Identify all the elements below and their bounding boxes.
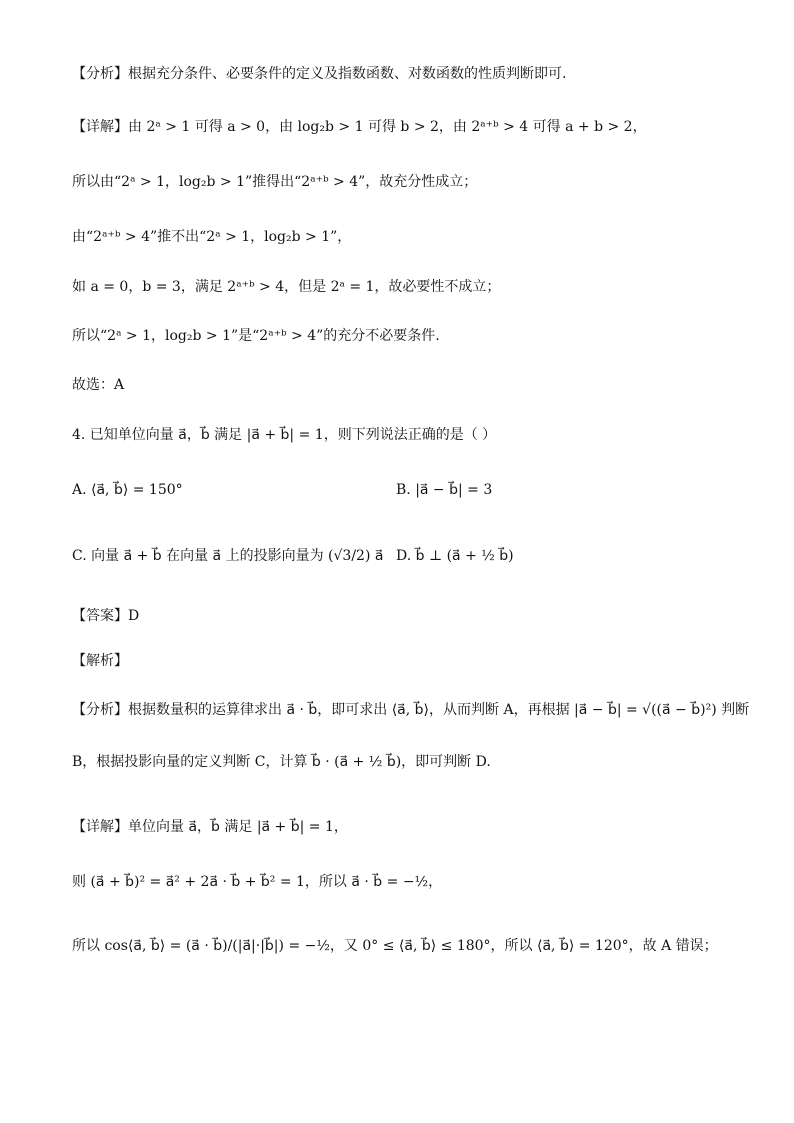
question-4: 4. 已知单位向量 a⃗，b⃗ 满足 |a⃗ + b⃗| = 1，则下列说法正确的是（ ）	[72, 427, 497, 443]
option-b: B. |a⃗ − b⃗| = 3	[396, 482, 493, 498]
analysis2-line1: 【分析】根据数量积的运算律求出 a⃗ · b⃗，即可求出 ⟨a⃗, b⃗⟩，从而判断 A，再根据 |a⃗ − b⃗| = √((a⃗ − b⃗)²) 判断	[72, 702, 750, 718]
line-detail1: 【详解】由 2ᵃ > 1 可得 a > 0，由 log₂b > 1 可得 b > 2，由 2ᵃ⁺ᵇ > 4 可得 a + b > 2，	[72, 119, 647, 135]
detail2-line3: 所以 cos⟨a⃗, b⃗⟩ = (a⃗ · b⃗)/(|a⃗|·|b⃗|) = −½，又 0° ≤ ⟨a⃗, b⃗⟩ ≤ 180°，所以 ⟨a⃗, b⃗⟩ = 120°，故 A 错误；	[72, 938, 718, 954]
detail2-line1: 【详解】单位向量 a⃗，b⃗ 满足 |a⃗ + b⃗| = 1，	[72, 819, 348, 835]
option-a: A. ⟨a⃗, b⃗⟩ = 150°	[72, 482, 183, 498]
answer-4: 【答案】D	[72, 608, 140, 624]
line-analysis1: 【分析】根据充分条件、必要条件的定义及指数函数、对数函数的性质判断即可.	[72, 66, 567, 82]
jiexi-heading: 【解析】	[72, 653, 128, 669]
line-answer3: 故选：A	[72, 377, 125, 393]
analysis2-line2: B，根据投影向量的定义判断 C，计算 b⃗ · (a⃗ + ½ b⃗)，即可判断 D.	[72, 754, 491, 770]
line-3: 所以由“2ᵃ > 1，log₂b > 1”推得出“2ᵃ⁺ᵇ > 4”，故充分性成立；	[72, 174, 478, 190]
line-4: 由“2ᵃ⁺ᵇ > 4”推不出“2ᵃ > 1，log₂b > 1”，	[72, 229, 352, 245]
line-6: 所以“2ᵃ > 1，log₂b > 1”是“2ᵃ⁺ᵇ > 4”的充分不必要条件.	[72, 328, 440, 344]
option-d: D. b⃗ ⊥ (a⃗ + ½ b⃗)	[396, 548, 514, 564]
line-5: 如 a = 0，b = 3，满足 2ᵃ⁺ᵇ > 4，但是 2ᵃ = 1，故必要性不成立；	[72, 279, 501, 295]
option-c: C. 向量 a⃗ + b⃗ 在向量 a⃗ 上的投影向量为 (√3/2) a⃗	[72, 548, 384, 564]
detail2-line2: 则 (a⃗ + b⃗)² = a⃗² + 2a⃗ · b⃗ + b⃗² = 1，所以 a⃗ · b⃗ = −½，	[72, 874, 443, 890]
